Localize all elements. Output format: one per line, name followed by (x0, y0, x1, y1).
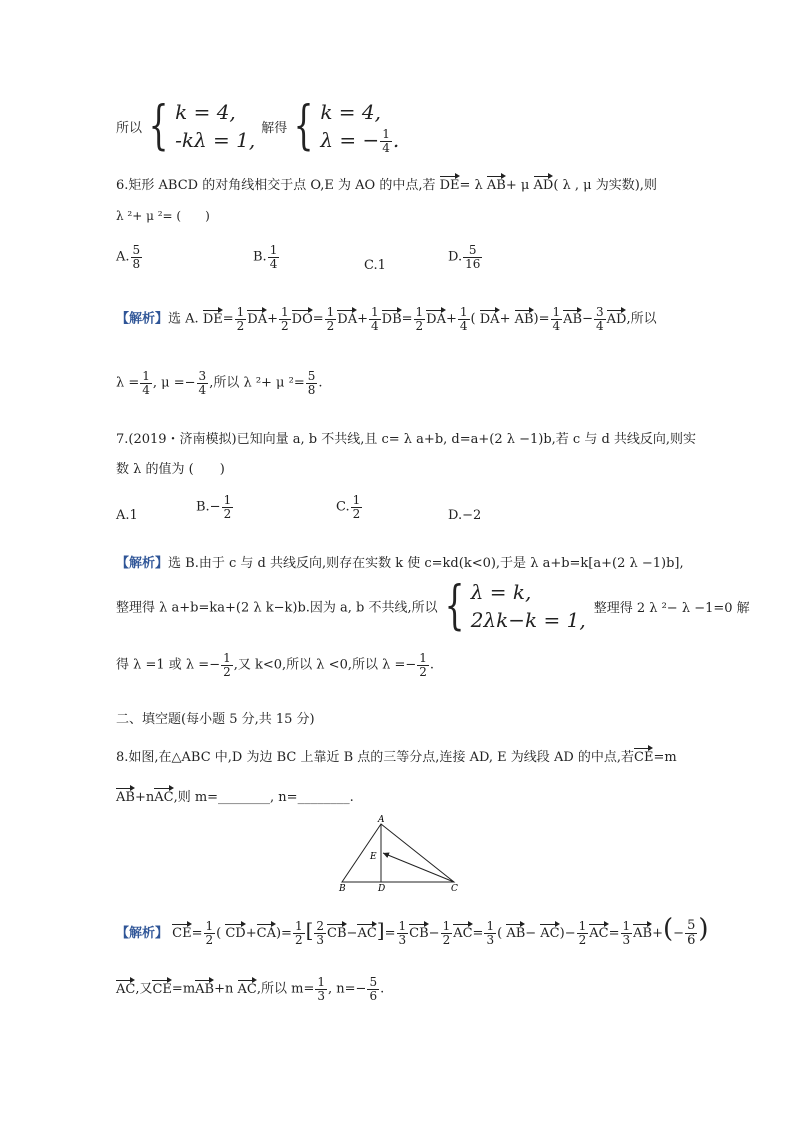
q5-prefix: 所以 (116, 120, 143, 136)
left-brace-icon: { (148, 96, 169, 157)
fraction: $\frac{5}{16}$ (465, 243, 481, 271)
q7-option-b: B.− $\frac{1}{2}$ (196, 493, 232, 521)
q7-stem-line1: 7.(2019・济南模拟)已知向量 a, b 不共线,且 c= λ a+b, d=a+(2 λ −1)b,若 c 与 d 共线反向,则实 (116, 432, 697, 447)
vector-AC: AC (154, 790, 174, 805)
q6-option-c: C.1 (364, 258, 386, 273)
analysis-tag: 【解析】 (116, 926, 169, 941)
vector-AD: AD (533, 178, 554, 193)
vector-AB: AB (116, 790, 135, 805)
q5-mid: 解得 (261, 120, 288, 136)
q8-analysis-line2: AC,又CE=mAB+n AC,所以 m= $\frac{1}{3}$ , n=− $\frac{5}{6}$ . (116, 975, 385, 1003)
q5-sys1-line1: k = 4, (175, 100, 236, 125)
q8-stem-line1: 8.如图,在△ABC 中,D 为边 BC 上靠近 B 点的三等分点,连接 AD, E 为线段 AD 的中点,若CE=m (116, 750, 677, 765)
q8-analysis-line1: 【解析】 CE= $\frac{1}{2}$ ( CD+CA)= $\frac{1}{2}$ [ $\frac{2}{3}$ CB−AC]= $\frac{1}{3}$ CB− $\frac{1}{2}$ AC= $\frac{1}{3}$ ( AB− AC)− $\frac{1}{2}$ AC= $\frac{1}{3}$ AB+(− $\frac{5}{6}$ ) (116, 914, 709, 948)
vector-CE: CE (634, 750, 654, 765)
q5-sys2-line2: λ = − (320, 128, 380, 152)
q5-conclusion (116, 98, 399, 162)
vector-ce-arrow (383, 853, 454, 882)
label-a: A (378, 815, 385, 825)
left-brace-icon: { (293, 96, 314, 157)
q7-analysis-line2: 整理得 λ a+b=ka+(2 λ k−k)b.因为 a, b 不共线,所以 { λ = k, 2λk−k = 1, 整理得 2 λ ²− λ −1=0 解 (116, 576, 750, 636)
q8-stem-line2: AB+nAC,则 m=________, n=________. (116, 790, 354, 805)
q7-system: λ = k, 2λk−k = 1, (470, 580, 586, 632)
q6-option-b: B. $\frac{1}{4}$ (253, 243, 278, 271)
q7-option-c: C. $\frac{1}{2}$ (336, 493, 361, 521)
label-b: B (339, 884, 346, 894)
fraction: $\frac{5}{8}$ (132, 243, 141, 271)
q6-option-a: A. $\frac{5}{8}$ (116, 243, 141, 271)
triangle-abc (342, 824, 454, 882)
q6-analysis-line1: 【解析】选 A. DE= $\frac{1}{2}$ DA+ $\frac{1}{2}$ DO= $\frac{1}{2}$ DA+ $\frac{1}{4}$ DB= $\frac{1}{2}$ DA+ $\frac{1}{4}$ ( DA+ AB)= $\frac{1}{4}$ AB− $\frac{3}{4}$ AD,所以 (116, 305, 657, 333)
q7-stem-line2: 数 λ 的值为 ( ) (116, 462, 225, 477)
left-brace-icon: { (444, 576, 465, 636)
q5-sys1-line2: -kλ = 1, (175, 128, 256, 153)
q6-stem-line1: 6.矩形 ABCD 的对角线相交于点 O,E 为 AO 的中点,若 DE= λ AB+ μ AD( λ , μ 为实数),则 (116, 178, 657, 193)
analysis-tag: 【解析】 (116, 311, 169, 327)
q6-analysis-line2: λ = $\frac{1}{4}$ , μ =− $\frac{3}{4}$ ,所以 λ ²+ μ ²= $\frac{5}{8}$ . (116, 369, 323, 397)
vector-DE: DE (439, 178, 460, 193)
q6-stem-line2: λ ²+ μ ²= ( ) (116, 209, 210, 223)
analysis-tag: 【解析】 (116, 556, 169, 571)
label-d: D (378, 884, 386, 894)
label-e: E (370, 852, 377, 862)
vector-AB: AB (486, 178, 506, 193)
q7-option-d: D.−2 (448, 508, 482, 523)
q5-system-2: k = 4, λ = − $\frac{1}{4}$ . (320, 100, 400, 155)
q7-analysis-line1: 【解析】选 B.由于 c 与 d 共线反向,则存在实数 k 使 c=kd(k<0),于是 λ a+b=k[a+(2 λ −1)b], (116, 556, 684, 571)
section-heading: 二、填空题(每小题 5 分,共 15 分) (116, 712, 315, 727)
q7-analysis-line3: 得 λ =1 或 λ =− $\frac{1}{2}$ ,又 k<0,所以 λ <0,所以 λ =− $\frac{1}{2}$ . (116, 651, 435, 679)
fraction: $\frac{1}{4}$ (269, 243, 278, 271)
q5-system-1 (175, 98, 255, 154)
q5-sys2-line1: k = 4, (320, 100, 382, 124)
fraction: $\frac{1}{4}$ (382, 127, 390, 155)
triangle-figure (334, 814, 474, 894)
q6-option-d: D. $\frac{5}{16}$ (448, 243, 481, 271)
q7-option-a: A.1 (116, 508, 138, 523)
label-c: C (451, 884, 458, 894)
